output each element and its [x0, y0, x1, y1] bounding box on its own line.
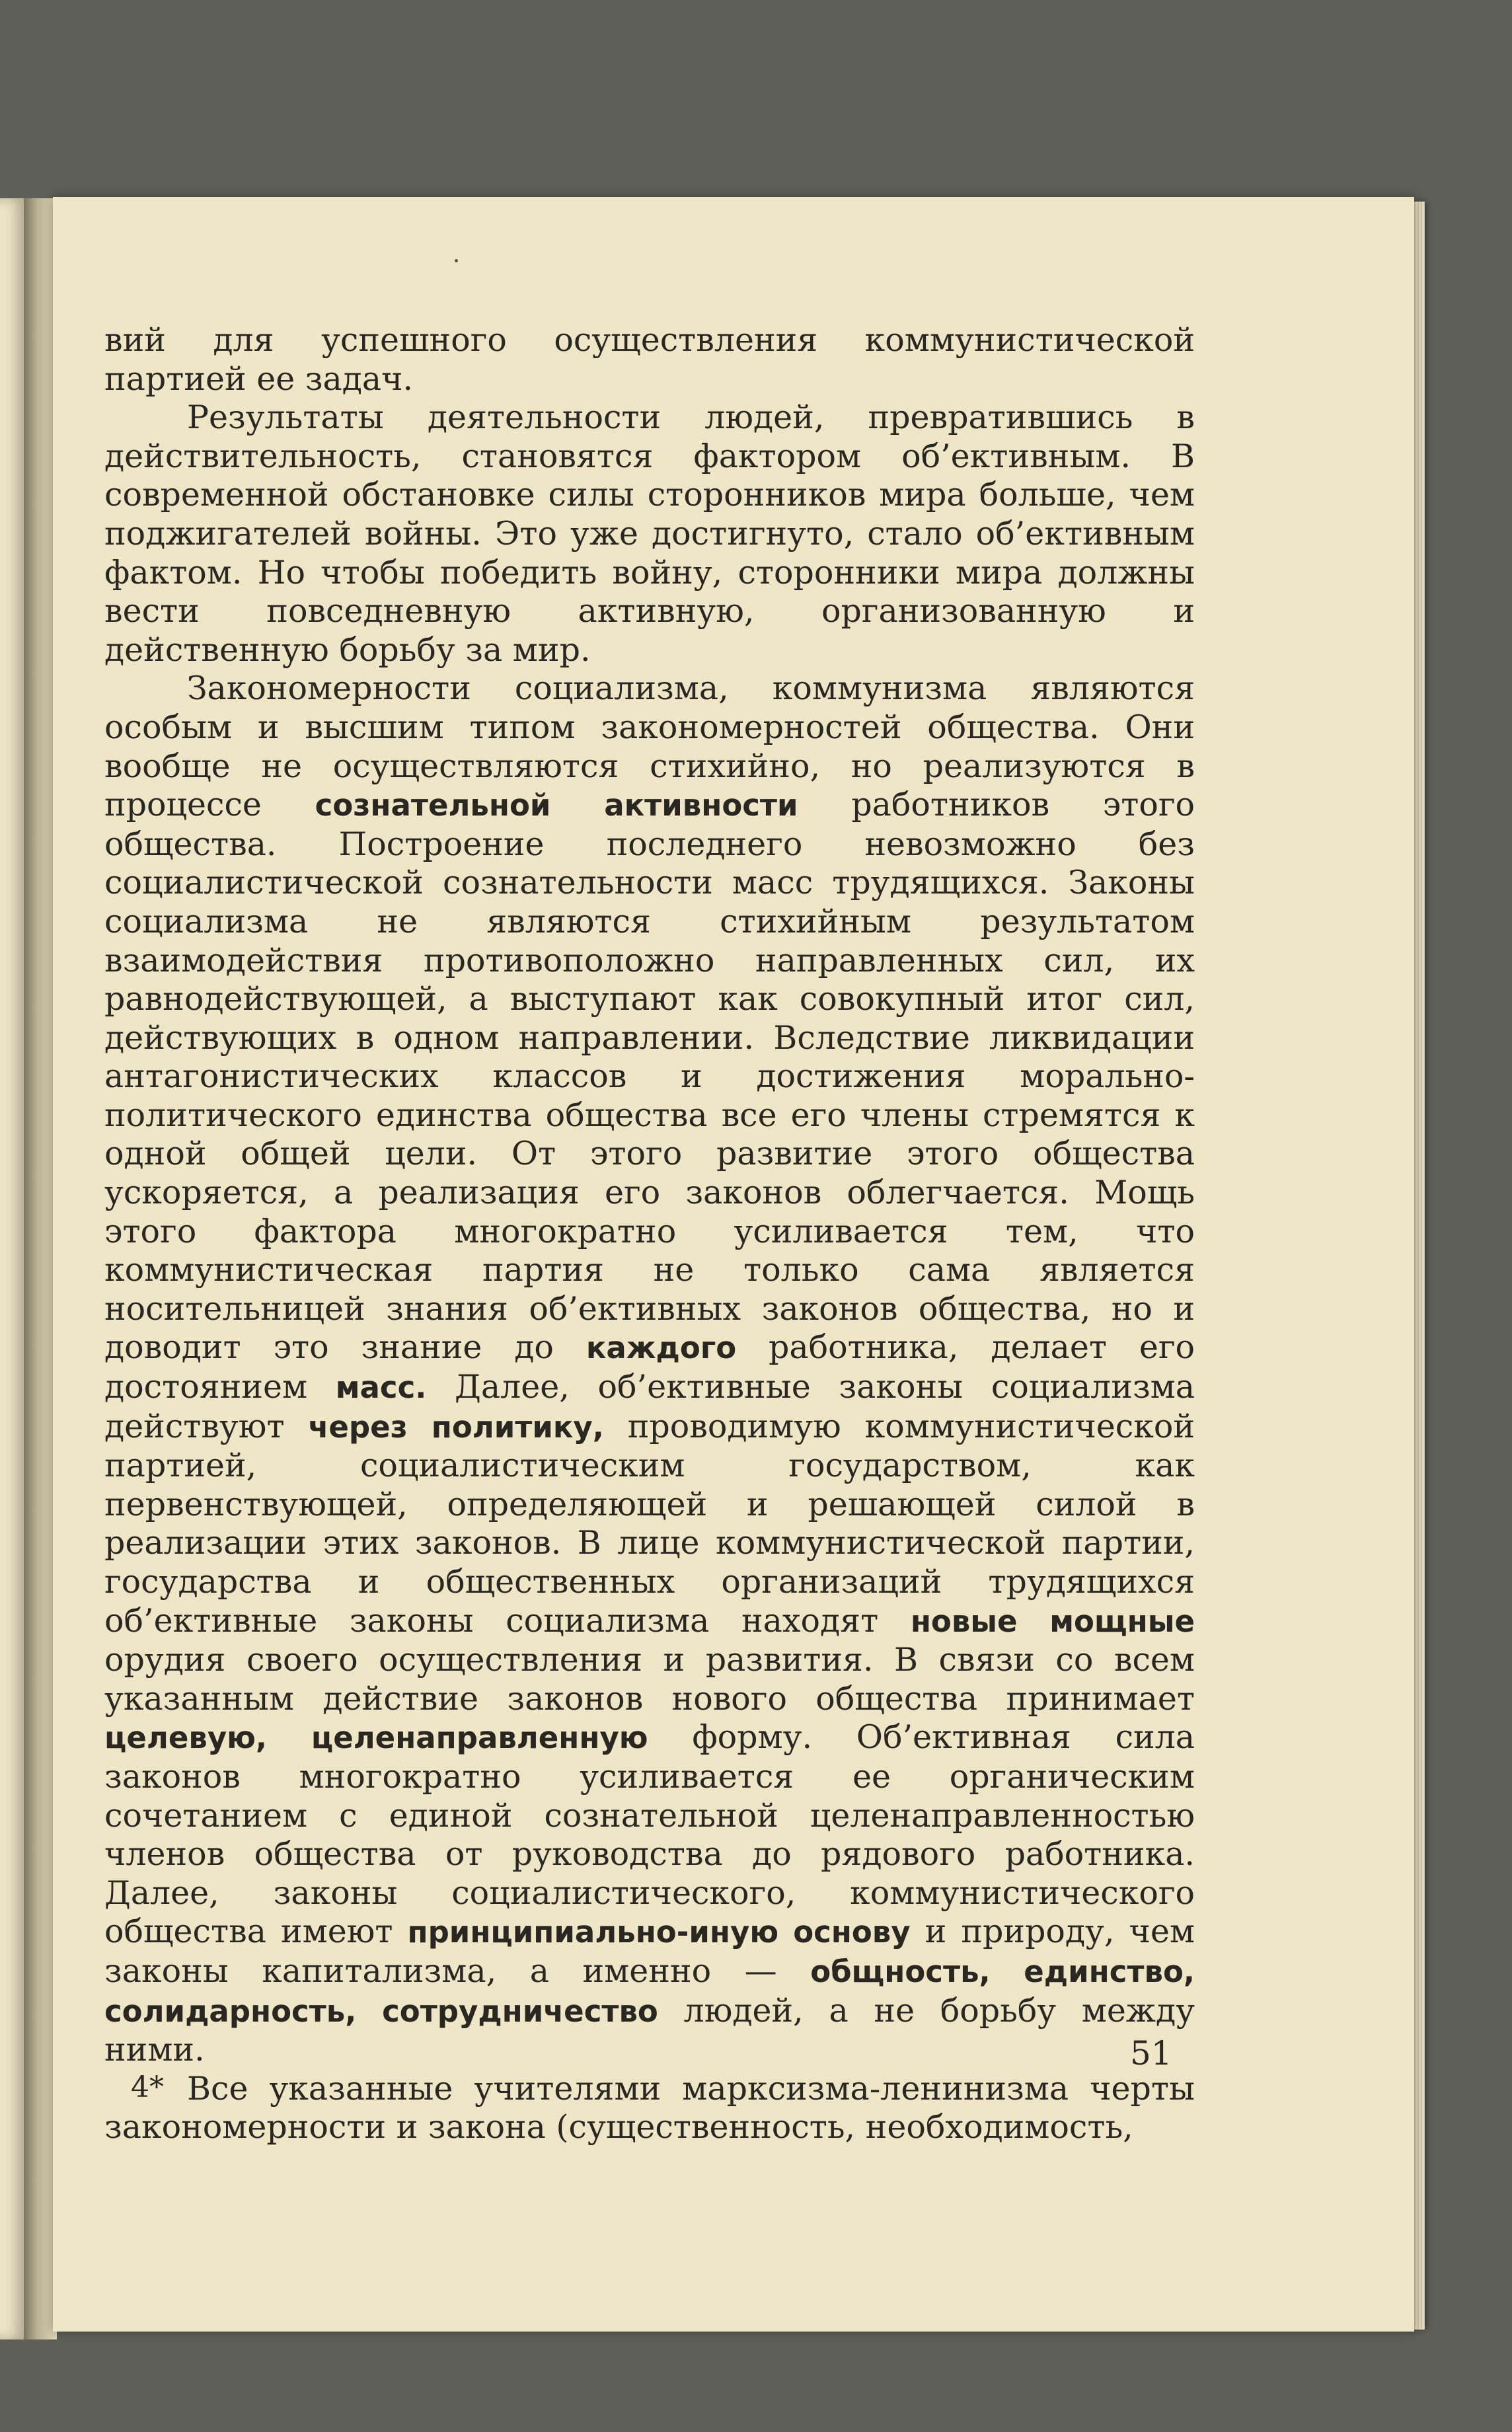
- text-run: проводимую коммунистической партией, социалистическим государством, как первенствующей, определяющей и решающей силой в реализации этих законов. В лице коммунистической партии, государства и общественных организаций трудящихся об’ективные законы социализма находят: [104, 1407, 1195, 1640]
- text-run: Далее, об’ективные законы социализма действуют: [104, 1368, 1195, 1445]
- speck: [455, 259, 458, 262]
- book-gutter: [24, 198, 57, 2339]
- signature-mark: 4*: [131, 2071, 164, 2104]
- paragraph: [104, 2070, 1195, 2147]
- bold-phrase: целевую, целенаправленную: [104, 1720, 648, 1756]
- bold-phrase: сознательной активности: [315, 788, 798, 823]
- text-run: людей, а не борьбу между ними.: [104, 1991, 1195, 2069]
- bold-phrase: принципиально-иную основу: [407, 1915, 911, 1950]
- text-run: Результаты деятельности людей, превратившись в действительность, становятся фактором об’ективным. В современной обстановке силы сторонников мира больше, чем поджигателей войны. Это уже достигнуто, стало об’ективным фактом. Но чтобы победить войну, сторонники мира должны вести повседневную активную, организованную и действенную борьбу за мир.: [104, 399, 1195, 669]
- text-run: орудия своего осуществления и развития. В связи со всем указанным действие законов нового общества принимает: [104, 1641, 1195, 1718]
- paragraph: [104, 669, 1195, 2069]
- book-page: [53, 197, 1414, 2332]
- text-run: форму. Об’ективная сила законов многократно усиливается ее органическим сочетанием с единой сознательной целенаправленностью членов общества от руководства до рядового работника. Далее, законы социалистического, коммунистического общества имеют: [104, 1718, 1195, 1951]
- paragraph: [104, 399, 1195, 669]
- paragraph: [104, 321, 1195, 399]
- left-page-edge: [0, 198, 25, 2339]
- bold-phrase: масс.: [335, 1370, 427, 1406]
- text-run: работников этого общества. Построение последнего невозможно без социалистической сознательности масс трудящихся. Законы социализма не являются стихийным результатом взаимодействия противоположно направленных сил, их равнодействующей, а выступают как совокупный итог сил, действующих в одном направлении. Вследствие ликвидации антагонистических классов и достижения морально-политического единства общества все его члены стремятся к одной общей цели. От этого развитие этого общества ускоряется, а реализация его законов облегчается. Мощь этого фактора многократно усиливается тем, что коммунистическая партия не только сама является носительницей знания об’ективных законов общества, но и доводит это знание до: [104, 786, 1195, 1367]
- bold-phrase: новые мощные: [910, 1603, 1195, 1639]
- text-run: Все указанные учителями марксизма-ленинизма черты закономерности и закона (существенность, необходимость,: [104, 2069, 1195, 2147]
- text-run: и природу, чем законы капитализма, а именно —: [104, 1913, 1195, 1990]
- bold-phrase: общность, единство, солидарность, сотрудничество: [104, 1954, 1195, 2029]
- page-body-text: [104, 321, 1195, 2147]
- page-number: 51: [1130, 2034, 1172, 2072]
- bold-phrase: через политику,: [308, 1409, 604, 1445]
- bold-phrase: каждого: [586, 1330, 737, 1366]
- text-run: Закономерности социализма, коммунизма являются особым и высшим типом закономерностей общества. Они вообще не осуществляются стихийно, но реализуются в процессе: [104, 669, 1195, 824]
- text-run: вий для успешного осуществления коммунистической партией ее задач.: [104, 321, 1195, 398]
- text-run: работника, делает его достоянием: [104, 1328, 1195, 1406]
